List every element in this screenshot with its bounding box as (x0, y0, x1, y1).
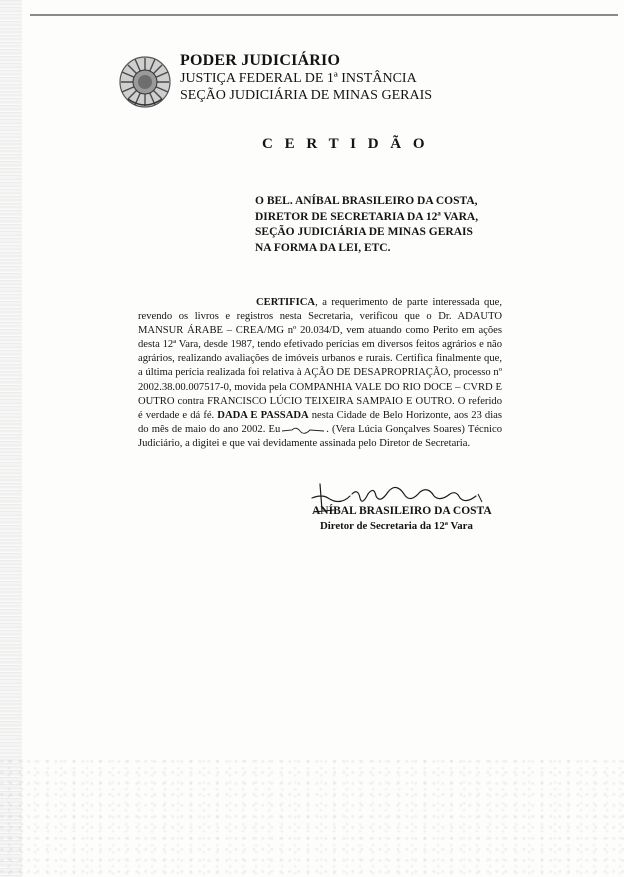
document-title: C E R T I D Ã O (262, 136, 429, 152)
scan-top-line (30, 14, 618, 16)
certifica-keyword: CERTIFICA (256, 297, 316, 308)
court-section: SEÇÃO JUDICIÁRIA DE MINAS GERAIS (180, 88, 433, 103)
clerk-initials-signature (280, 424, 326, 434)
court-header (180, 52, 560, 104)
body-text-main: , a requerimento de parte interessada que, revendo os livros e registros nesta Secretaria, verificou que o Dr. ADAUTO MANSUR ÁRABE – CREA/MG nº 20.034/D, vem atuando como Perito em ações desta 12ª Vara, desde 1987, tendo efetivado perícias em diversos feitos agrários e não agrários, realizando avaliações de imóveis urbanos e rurais. Certifica finalmente que, a última perícia realizada foi relativa à AÇÃO DE DESAPROPRIAÇÃO, processo nº 2002.38.00.007517-0, movida pela COMPANHIA VALE DO RIO DOCE – CVRD E OUTRO contra FRANCISCO LÚCIO TEIXEIRA SAMPAIO E OUTRO. O referido é verdade e dá fé. (138, 297, 502, 421)
addressee-line-4: NA FORMA DA LEI, ETC. (255, 241, 391, 254)
court-name: PODER JUDICIÁRIO (180, 52, 341, 69)
addressee-line-2: DIRETOR DE SECRETARIA DA 12ª VARA, (255, 210, 479, 223)
signer-role: Diretor de Secretaria da 12ª Vara (320, 520, 473, 532)
scan-edge-noise (0, 0, 22, 877)
certificate-body (138, 296, 502, 451)
signature-block (312, 504, 522, 534)
signer-name: ANÍBAL BRASILEIRO DA COSTA (312, 505, 492, 517)
court-instance: JUSTIÇA FEDERAL DE 1ª INSTÂNCIA (180, 71, 417, 86)
coat-of-arms-seal-icon (118, 55, 172, 109)
addressee-line-1: O BEL. ANÍBAL BRASILEIRO DA COSTA, (255, 195, 478, 207)
body-text-closing: . (Vera Lúcia Gonçalves Soares) Técnico Judiciário, a digitei e que vai devidamente assinada pelo Diretor de Secretaria. (138, 423, 503, 449)
dada-e-passada-keyword: DADA E PASSADA (217, 409, 309, 421)
body-paragraph (138, 296, 502, 451)
addressee-line-3: SEÇÃO JUDICIÁRIA DE MINAS GERAIS (255, 226, 473, 238)
body-text-date: nesta Cidade de Belo Horizonte, aos 23 dias do mês de maio do ano 2002. Eu (138, 409, 502, 435)
addressee-block (255, 194, 515, 256)
scan-bottom-noise (0, 757, 624, 877)
